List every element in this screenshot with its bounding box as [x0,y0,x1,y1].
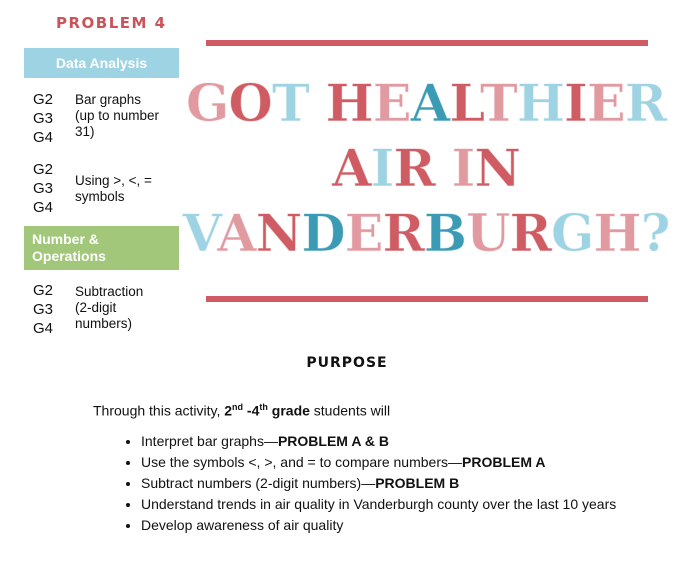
topic-subtraction [75,284,143,332]
goal-problem-ref: PROBLEM B [375,475,460,491]
title-bottom-rule [206,296,648,302]
header-line: Number & [32,231,99,247]
grade-label: G3 [33,110,54,127]
purpose-heading: PURPOSE [306,355,388,371]
grade-list [33,90,53,147]
topic-line: symbols [75,189,125,204]
list-item [141,432,671,451]
intro-prefix: Through this activity, [93,402,225,419]
title-line-3: VANDERBURGH? [182,204,670,264]
header-line: Operations [32,248,106,264]
grade-label: G2 [33,161,54,178]
goals-list [113,432,671,537]
data-analysis-header: Data Analysis [24,48,179,78]
goal-text: Develop awareness of air quality [141,517,344,533]
intro-dash: -4 [243,402,260,419]
grade-label: G3 [33,180,54,197]
topic-line: Subtraction [75,284,144,299]
grade-label: G4 [33,129,54,146]
topic-bar-graphs [75,92,159,140]
grade-label: G4 [33,320,54,337]
purpose-intro [93,402,390,419]
grade-label: G2 [33,91,54,108]
topic-line: Bar graphs [75,92,142,107]
topic-line: (2-digit [75,300,117,315]
goal-text: Subtract numbers (2-digit numbers)— [141,475,376,491]
topic-line: 31) [75,124,95,139]
intro-grade-a: 2 [224,402,233,419]
title-top-rule [206,40,648,46]
intro-sup-a: nd [232,402,244,412]
topic-line: Using >, <, = [75,173,152,188]
list-item [141,495,671,514]
grade-label: G4 [33,199,54,216]
grade-label: G2 [33,282,54,299]
goal-text: Interpret bar graphs— [141,433,278,449]
list-item [141,516,671,535]
goal-text: Understand trends in air quality in Vanderburgh county over the last 10 years [141,496,617,512]
intro-grade-word: grade [267,402,310,419]
goal-text: Use the symbols <, >, and = to compare numbers— [141,454,462,470]
title-line-1: GOT HEALTHIER [185,74,667,134]
topic-line: numbers) [75,316,133,331]
grade-label: G3 [33,301,54,318]
problem-label: PROBLEM 4 [56,14,167,32]
goal-problem-ref: PROBLEM A & B [277,433,389,449]
goal-problem-ref: PROBLEM A [462,454,546,470]
number-operations-header [24,226,179,270]
grade-list [33,281,53,338]
grade-list [33,160,53,217]
list-item [141,453,671,472]
topic-line: (up to number [75,108,160,123]
intro-suffix: students will [309,402,391,419]
topic-symbols [75,173,152,205]
title-line-2: AIR IN [331,139,521,199]
intro-sup-b: th [259,402,268,412]
list-item [141,474,671,493]
